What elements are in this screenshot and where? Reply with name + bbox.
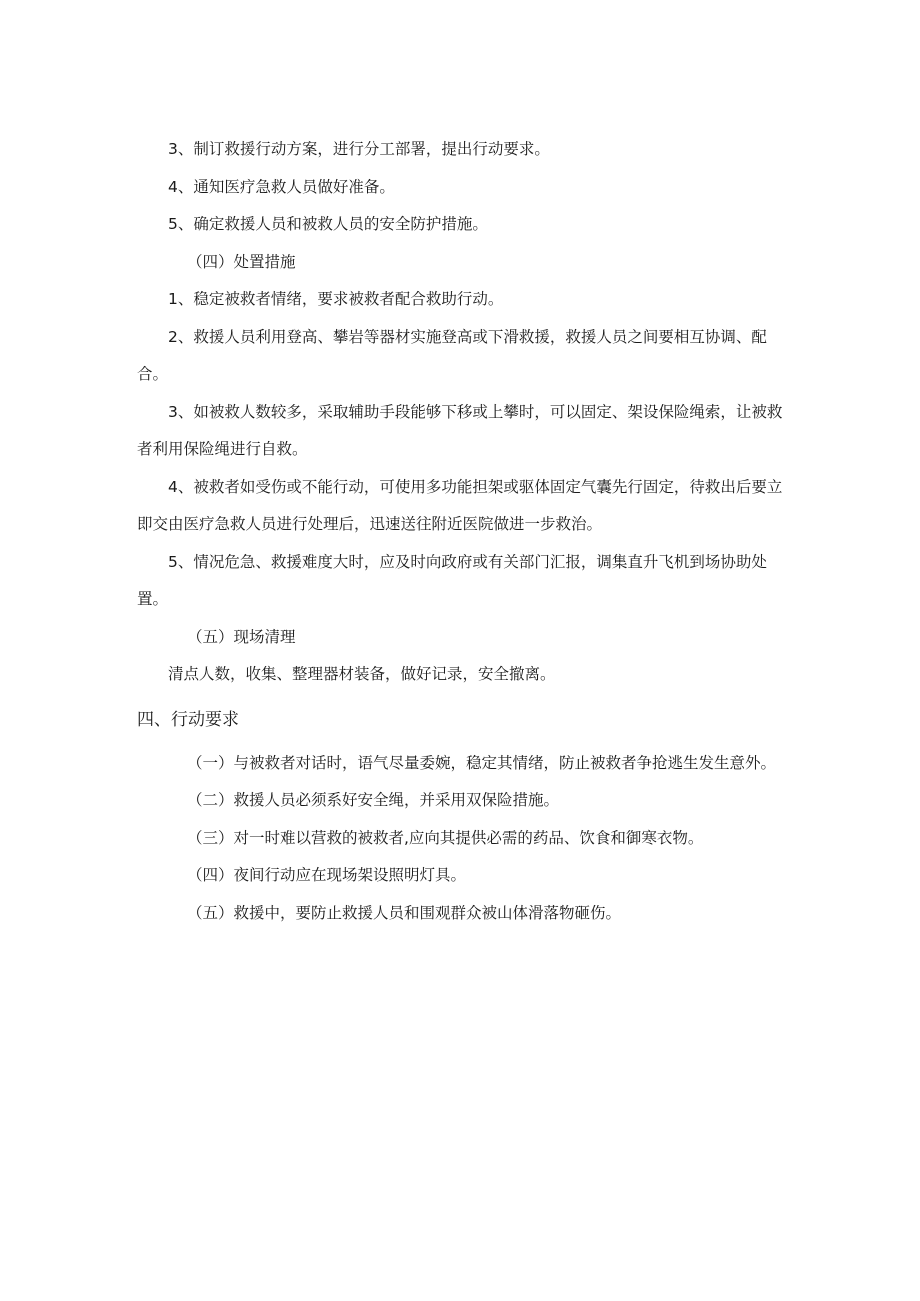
list-item: （四）夜间行动应在现场架设照明灯具。 <box>187 866 467 884</box>
list-item: 3、如被救人数较多，采取辅助手段能够下移或上攀时，可以固定、架设保险绳索，让被救者利用保险绳进行自救。 <box>137 402 783 458</box>
list-item: 2、救援人员利用登高、攀岩等器材实施登高或下滑救援，救援人员之间要相互协调、配合。 <box>137 327 767 383</box>
section-heading: 四、行动要求 <box>137 709 239 730</box>
list-item: 4、被救者如受伤或不能行动，可使用多功能担架或驱体固定气囊先行固定，待救出后要立即交由医疗急救人员进行处理后，迅速送往附近医院做进一步救治。 <box>137 477 783 533</box>
list-item: （五）救援中，要防止救援人员和围观群众被山体滑落物砸伤。 <box>187 903 622 922</box>
list-item <box>137 745 797 783</box>
list-item: 5、情况危急、救援难度大时，应及时向政府或有关部门汇报，调集直升飞机到场协助处置。 <box>137 552 767 608</box>
list-item: 4、通知医疗急救人员做好准备。 <box>168 177 395 196</box>
subsection-title: （五）现场清理 <box>187 627 296 646</box>
paragraph: 清点人数，收集、整理器材装备，做好记录，安全撤离。 <box>168 665 556 683</box>
list-item: 3、制订救援行动方案，进行分工部署，提出行动要求。 <box>168 140 550 158</box>
list-item-text: （一）与被救者对话时，语气尽量委婉，稳定其情绪，防止被救者争抢逃生发生意外。 <box>187 753 777 772</box>
document-body <box>137 131 797 932</box>
subsection-title: （四）处置措施 <box>187 252 296 271</box>
list-item: （二）救援人员必须系好安全绳，并采用双保险措施。 <box>187 791 560 809</box>
list-item: （三）对一时难以营救的被救者,应向其提供必需的药品、饮食和御寒衣物。 <box>187 828 704 847</box>
list-item: 1、稳定被救者情绪，要求被救者配合救助行动。 <box>168 290 504 308</box>
list-item: 5、确定救援人员和被救人员的安全防护措施。 <box>168 215 488 233</box>
